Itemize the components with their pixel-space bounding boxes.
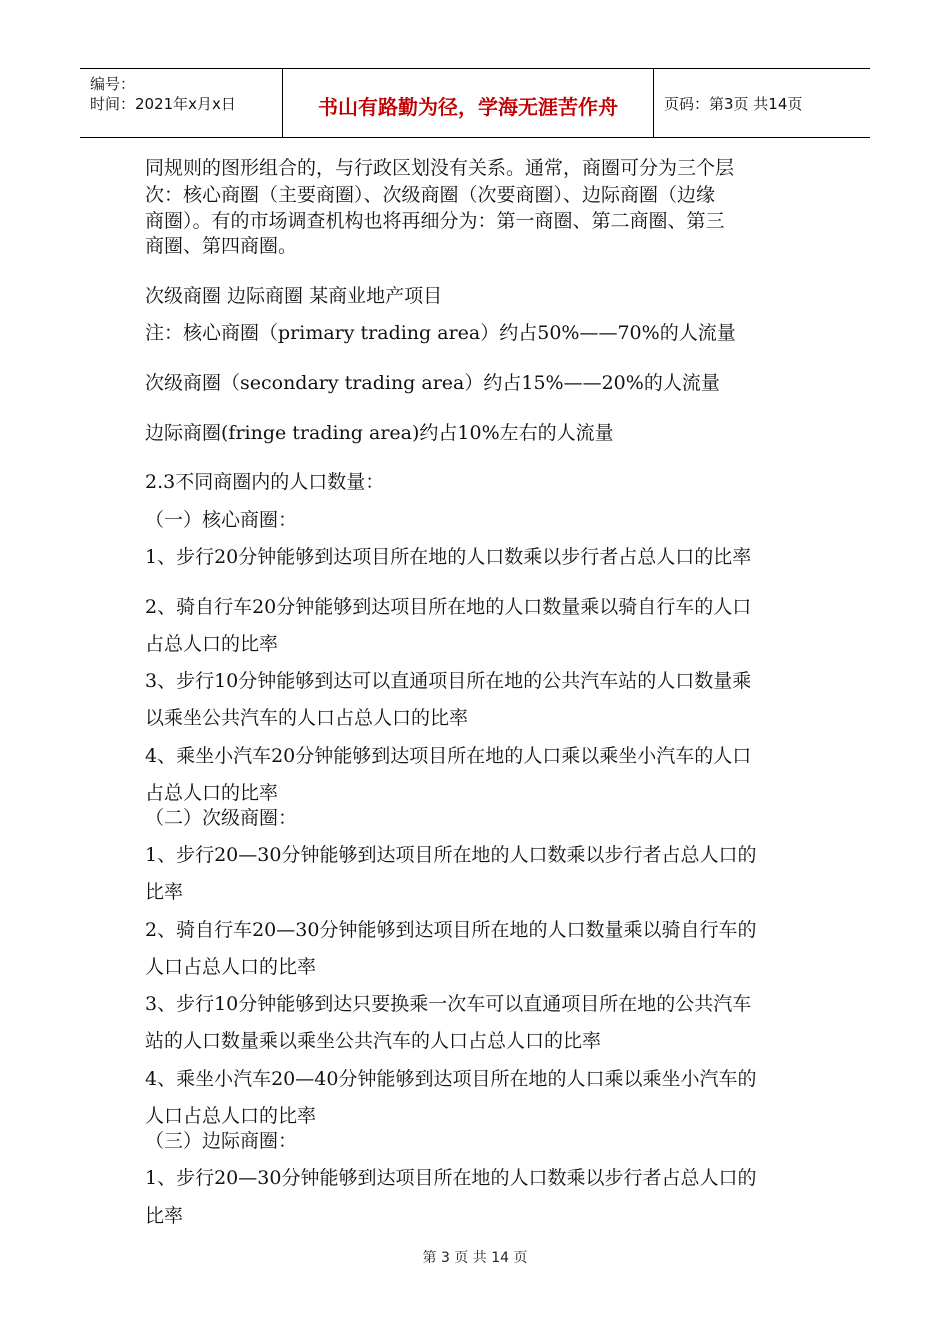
list-item: 2、骑自行车20—30分钟能够到达项目所在地的人口数量乘以骑自行车的: [145, 919, 757, 941]
list-item: 站的人口数量乘以乘坐公共汽车的人口占总人口的比率: [145, 1030, 602, 1052]
document-header: [80, 68, 870, 138]
paragraph-line: 同规则的图形组合的，与行政区划没有关系。通常，商圈可分为三个层: [145, 157, 735, 179]
list-item: 1、步行20分钟能够到达项目所在地的人口数乘以步行者占总人口的比率: [145, 546, 752, 568]
note-line: 次级商圈（secondary trading area）约占15%——20%的人流量: [145, 372, 720, 394]
time-label: 时间：2021年x月x日: [90, 95, 236, 113]
paragraph-line: 商圈）。有的市场调查机构也将再细分为：第一商圈、第二商圈、第三: [145, 210, 725, 232]
subsection-heading: （三）边际商圈：: [145, 1130, 298, 1152]
list-item: 1、步行20—30分钟能够到达项目所在地的人口数乘以步行者占总人口的: [145, 1167, 757, 1189]
header-meta-cell: [80, 69, 283, 137]
list-item: 比率: [145, 1205, 184, 1227]
list-item: 人口占总人口的比率: [145, 956, 317, 978]
code-label: 编号：: [90, 75, 136, 93]
motto: 书山有路勤为径，学海无涯苦作舟: [318, 95, 618, 119]
list-item: 占总人口的比率: [145, 633, 279, 655]
list-item: 4、乘坐小汽车20分钟能够到达项目所在地的人口乘以乘坐小汽车的人口: [145, 745, 752, 767]
subsection-heading: （二）次级商圈：: [145, 807, 298, 829]
list-item: 人口占总人口的比率: [145, 1105, 317, 1127]
list-item: 2、骑自行车20分钟能够到达项目所在地的人口数量乘以骑自行车的人口: [145, 596, 752, 618]
page-label: 页码：第3页 共14页: [664, 95, 803, 113]
list-item: 3、步行10分钟能够到达可以直通项目所在地的公共汽车站的人口数量乘: [145, 670, 752, 692]
list-item: 占总人口的比率: [145, 782, 279, 804]
section-heading: 2.3不同商圈内的人口数量：: [145, 471, 385, 493]
list-item: 以乘坐公共汽车的人口占总人口的比率: [145, 707, 469, 729]
subsection-heading: （一）核心商圈：: [145, 509, 298, 531]
list-item: 比率: [145, 881, 184, 903]
list-item: 3、步行10分钟能够到达只要换乘一次车可以直通项目所在地的公共汽车: [145, 993, 752, 1015]
figure-labels: 次级商圈 边际商圈 某商业地产项目: [145, 285, 443, 307]
note-line: 边际商圈(fringe trading area)约占10%左右的人流量: [145, 422, 614, 444]
paragraph-line: 商圈、第四商圈。: [145, 235, 298, 257]
list-item: 4、乘坐小汽车20—40分钟能够到达项目所在地的人口乘以乘坐小汽车的: [145, 1068, 757, 1090]
header-motto-cell: [283, 69, 654, 137]
header-page-cell: [654, 69, 870, 137]
page-footer: 第 3 页 共 14 页: [422, 1250, 528, 1266]
paragraph-line: 次：核心商圈（主要商圈）、次级商圈（次要商圈）、边际商圈（边缘: [145, 184, 716, 206]
note-line: 注：核心商圈（primary trading area）约占50%——70%的人流量: [145, 322, 736, 344]
list-item: 1、步行20—30分钟能够到达项目所在地的人口数乘以步行者占总人口的: [145, 844, 757, 866]
